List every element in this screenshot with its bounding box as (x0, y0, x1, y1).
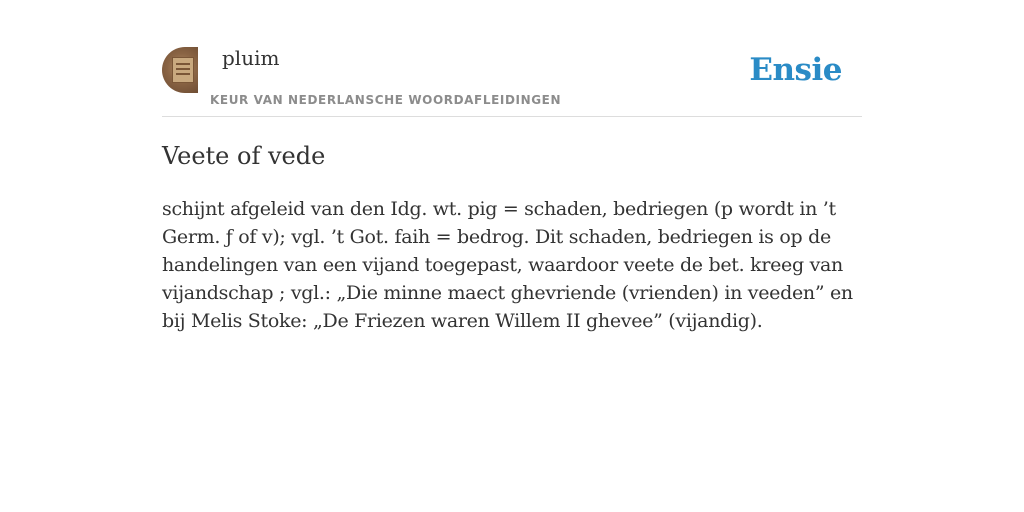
entry-body: schijnt afgeleid van den Idg. wt. pig = schaden, bedriegen (p wordt in ’t Germ. ƒ of v); vgl. ’t Got. faih = bedrog. Dit schaden, bedriegen is op de handelingen van een vijand toegepast, waardoor veete de bet. kreeg van vijandschap ; vgl.: „Die minne maect ghevriende (vrienden) in veeden” en bij Melis Stoke: „De Friezen waren Willem II ghevee” (vijandig). (162, 198, 853, 332)
username-link[interactable]: pluim (222, 46, 280, 70)
user-avatar[interactable] (162, 47, 198, 93)
ensie-logo[interactable]: Ensie (749, 52, 842, 88)
entry-card (162, 0, 862, 335)
entry-title: Veete of vede (162, 142, 326, 170)
source-label[interactable]: KEUR VAN NEDERLANSCHE WOORDAFLEIDINGEN (210, 93, 562, 107)
entry-header (162, 0, 862, 117)
avatar-image-icon (172, 57, 194, 83)
